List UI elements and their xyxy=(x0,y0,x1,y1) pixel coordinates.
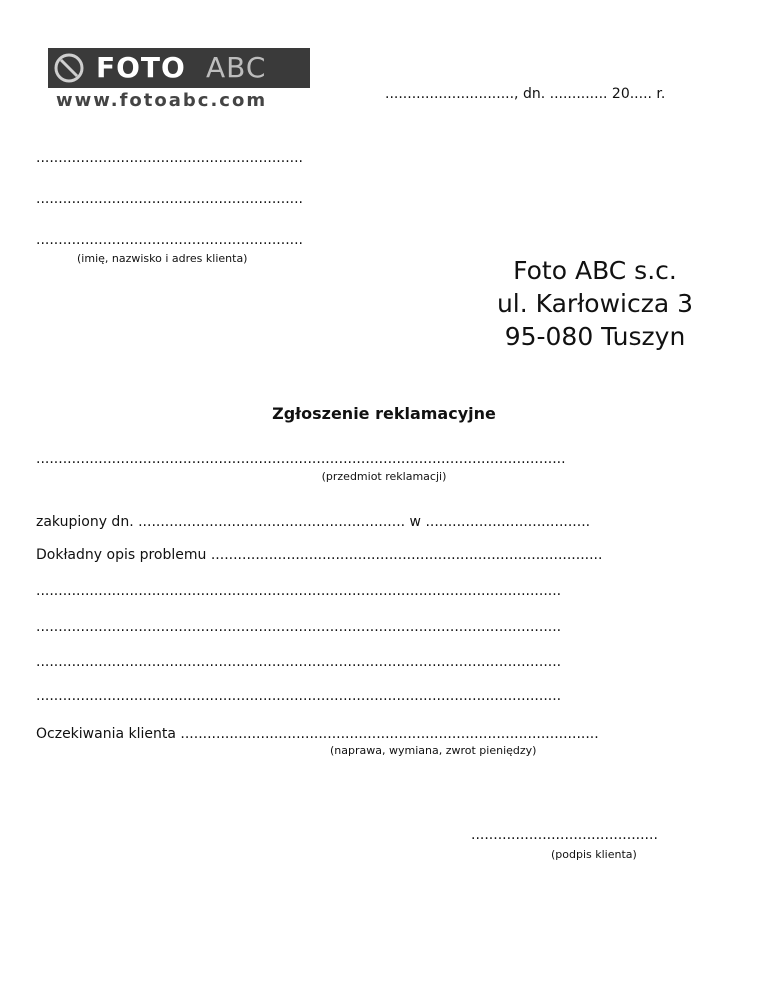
signature-line: .......................................... xyxy=(471,827,658,843)
client-line-3: ............................................................ xyxy=(36,232,304,248)
logo-text-abc: ABC xyxy=(206,51,267,84)
expectations-line: Oczekiwania klienta .............................................................................................. xyxy=(36,726,599,742)
company-address xyxy=(470,254,720,353)
company-logo xyxy=(48,48,310,112)
date-line: ............................., dn. ............. 20..... r. xyxy=(385,86,666,102)
camera-lens-icon xyxy=(54,53,84,83)
subject-caption: (przedmiot reklamacji) xyxy=(321,470,447,483)
description-extra-line-1: ...................................................................................................................... xyxy=(36,583,562,599)
client-caption: (imię, nazwisko i adres klienta) xyxy=(77,252,248,265)
logo-url: www.fotoabc.com xyxy=(56,90,268,111)
subject-line: ....................................................................................................................... xyxy=(36,451,566,467)
logo-text-foto: FOTO xyxy=(96,51,186,84)
description-extra-line-3: ...................................................................................................................... xyxy=(36,654,562,670)
client-line-2: ............................................................ xyxy=(36,191,304,207)
expectations-caption: (naprawa, wymiana, zwrot pieniędzy) xyxy=(330,744,537,757)
company-name: Foto ABC s.c. xyxy=(513,256,677,285)
description-extra-line-2: ...................................................................................................................... xyxy=(36,619,562,635)
description-line: Dokładny opis problemu ........................................................................................ xyxy=(36,547,603,563)
client-line-1: ............................................................ xyxy=(36,150,304,166)
company-street: ul. Karłowicza 3 xyxy=(496,289,694,318)
logo-banner xyxy=(48,48,310,88)
purchase-line: zakupiony dn. ............................................................ w ..................................... xyxy=(36,514,591,530)
company-city: 95-080 Tuszyn xyxy=(504,322,686,351)
form-title: Zgłoszenie reklamacyjne xyxy=(272,404,496,423)
description-extra-line-4: ...................................................................................................................... xyxy=(36,688,562,704)
signature-caption: (podpis klienta) xyxy=(551,848,637,861)
